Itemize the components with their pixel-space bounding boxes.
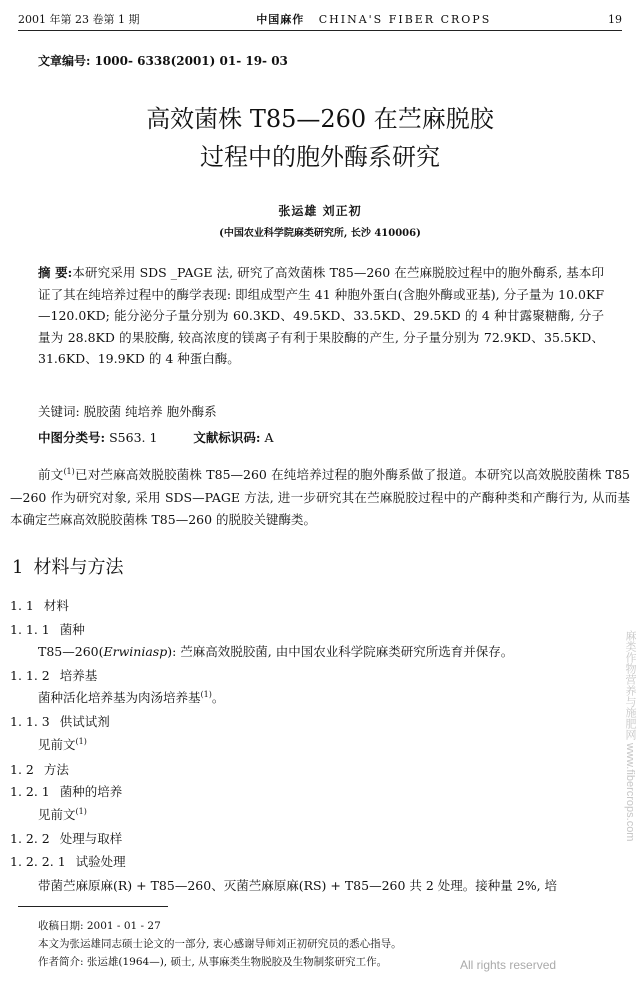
side-watermark: 麻类作物营养与施肥网 www.fibercrops.com <box>624 630 636 842</box>
doc-code-label: 文献标识码: <box>193 430 261 445</box>
section-number: 1. 1. 3 <box>10 714 50 729</box>
section-title: 方法 <box>43 762 69 777</box>
abstract-text: 本研究采用 SDS _PAGE 法, 研究了高效菌株 T85—260 在苎麻脱胶过程中的胞外酶系, 基本印证了其在纯培养过程中的酶学表现: 即组成型产生 41 种胞外蛋白(含胞外酶或亚基), 分子量为 10.0KF—120.0KD; 能分泌分子量分别为 60.3KD、49.5KD、33.5KD、29.5KD 的 4 种甘露聚糖酶, 分子量为 28.8KD 的果胶酶, 较高浓度的镁离子有利于果胶酶的产生, 分子量分别为 72.9KD、35.5KD、31.6KD、19.9KD 的 4 种蛋白酶。 <box>38 265 604 367</box>
subsection-heading-1-2-2-1 <box>10 852 126 870</box>
strain-description <box>38 642 513 660</box>
see-previous-1 <box>38 735 87 753</box>
section-number: 1. 1. 1 <box>10 622 50 637</box>
section-title: 材料 <box>43 598 69 613</box>
running-head <box>18 10 622 28</box>
journal-name-cn: 中国麻作 <box>256 13 305 26</box>
subsection-heading-1-2-2 <box>10 829 122 847</box>
section-number: 1. 2. 2 <box>10 831 50 846</box>
journal-name <box>256 11 491 27</box>
article-number: 文章编号: 1000- 6338(2001) 01- 19- 03 <box>38 54 288 68</box>
intro-paragraph <box>10 464 630 532</box>
section-title: 处理与取样 <box>59 831 123 846</box>
intro-text-start: 前文 <box>38 467 64 482</box>
watermark-text: All rights reserved <box>460 958 557 972</box>
section-title: 试验处理 <box>75 854 126 869</box>
footnote-rule <box>18 906 168 907</box>
medium-text: 菌种活化培养基为肉汤培养基 <box>38 690 201 705</box>
section-title: 材料与方法 <box>33 557 124 578</box>
subsection-heading-1-2 <box>10 760 69 778</box>
affiliation: (中国农业科学院麻类研究所, 长沙 410006) <box>219 228 421 239</box>
section-number: 1. 2. 2. 1 <box>10 854 66 869</box>
subsection-heading-1-2-1 <box>10 782 122 800</box>
citation-ref: (1) <box>75 736 87 746</box>
journal-name-en: CHINA'S FIBER CROPS <box>318 13 492 26</box>
classification <box>38 428 274 446</box>
title-line-2: 过程中的胞外酶系研究 <box>200 143 440 171</box>
clc-label: 中图分类号: <box>38 430 106 445</box>
clc-value: S563. 1 <box>105 430 158 445</box>
section-title: 菌种 <box>59 622 85 637</box>
header-rule <box>18 30 622 31</box>
section-title: 菌种的培养 <box>59 784 123 799</box>
issue-info: 2001 年第 23 卷第 1 期 <box>18 13 140 26</box>
paper-title <box>40 100 600 176</box>
subsection-heading-1-1-3 <box>10 712 110 730</box>
citation-ref: (1) <box>75 806 87 816</box>
footnote-author: 作者简介: 张运雄(1964—), 硕士, 从事麻类生物脱胶及生物制浆研究工作。 <box>38 956 388 968</box>
see-previous-text: 见前文 <box>38 737 76 752</box>
intro-text-body: 已对苎麻高效脱胶菌株 T85—260 在纯培养过程的胞外酶系做了报道。本研究以高效脱胶菌株 T85—260 作为研究对象, 采用 SDS—PAGE 方法, 进一步研究其在苎麻脱胶过程中的产酶种类和产酶行为, 从而基本确定苎麻高效脱胶菌株 T85—260 的脱胶关键酶类。 <box>10 467 630 527</box>
see-previous-2 <box>38 805 87 823</box>
treatment-description: 带菌苎麻原麻(R) + T85—260、灭菌苎麻原麻(RS) + T85—260 共 2 处理。接种量 2%, 培 <box>38 878 558 893</box>
section-number: 1 <box>12 557 24 578</box>
abstract-label: 摘 要: <box>38 265 73 280</box>
section-number: 1. 1. 2 <box>10 668 50 683</box>
keywords: 关键词: 脱胶菌 纯培养 胞外酶系 <box>38 404 217 419</box>
species-name: Erwiniasp <box>103 644 168 659</box>
authors: 张运雄 刘正初 <box>278 204 362 218</box>
footnote-received: 收稿日期: 2001 - 01 - 27 <box>38 920 161 932</box>
citation-ref: (1) <box>63 466 75 476</box>
strain-text-end: ): 苎麻高效脱胶菌, 由中国农业科学院麻类研究所选育并保存。 <box>167 644 514 659</box>
abstract <box>38 262 604 370</box>
see-previous-text: 见前文 <box>38 807 76 822</box>
medium-text-end: 。 <box>211 690 225 705</box>
strain-text-start: T85—260( <box>38 644 104 659</box>
citation-ref: (1) <box>200 689 212 699</box>
section-number: 1. 2. 1 <box>10 784 50 799</box>
section-title: 培养基 <box>59 668 98 683</box>
subsection-heading-1-1 <box>10 596 69 614</box>
section-heading-1 <box>12 553 123 579</box>
section-title: 供试试剂 <box>59 714 110 729</box>
footnote-thesis: 本文为张运雄同志硕士论文的一部分, 衷心感谢导师刘正初研究员的悉心指导。 <box>38 938 402 950</box>
page-number: 19 <box>608 12 622 26</box>
section-number: 1. 1 <box>10 598 34 613</box>
doc-code-value: A <box>260 430 274 445</box>
title-line-1: 高效菌株 T85—260 在苎麻脱胶 <box>146 105 494 133</box>
section-number: 1. 2 <box>10 762 34 777</box>
subsection-heading-1-1-2 <box>10 666 97 684</box>
subsection-heading-1-1-1 <box>10 620 85 638</box>
medium-description <box>38 688 224 706</box>
